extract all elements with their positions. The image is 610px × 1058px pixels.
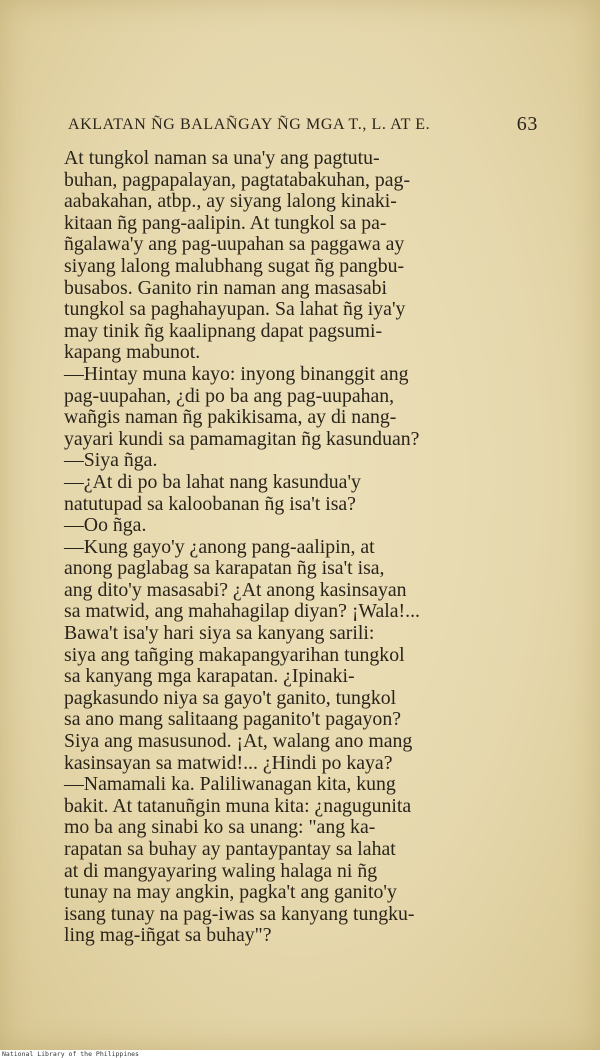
body-text [64, 148, 534, 947]
text-line: bakit. At tatanuñgin muna kita: ¿nagugunita [64, 794, 412, 817]
text-line: yayari kundi sa pamamagitan ñg kasunduan? [64, 427, 420, 450]
text-line: tunay na may angkin, pagka't ang ganito'y [64, 881, 397, 904]
running-title: AKLATAN ÑG BALAÑGAY ÑG MGA T., L. AT E. [68, 116, 431, 133]
text-line: —Oo ñga. [64, 514, 147, 537]
text-line: wañgis naman ñg pakikisama, ay di nang- [64, 406, 397, 429]
text-line: ñgalawa'y ang pag-uupahan sa paggawa ay [64, 233, 405, 256]
scan-credit: National Library of the Philippines [2, 1050, 139, 1058]
text-line: ang dito'y masasabi? ¿At anong kasinsayan [64, 578, 407, 601]
text-line: At tungkol naman sa una'y ang pagtutu- [64, 147, 380, 169]
text-line: pag-uupahan, ¿di po ba ang pag-uupahan, [64, 384, 395, 407]
text-line: —¿At di po ba lahat nang kasundua'y [64, 470, 361, 493]
text-line: siya ang tañging makapangyarihan tungkol [64, 643, 405, 666]
text-line: aabakahan, atbp., ay siyang lalong kinaki- [64, 190, 397, 213]
text-line: isang tunay na pag-iwas sa kanyang tungku- [64, 902, 415, 925]
text-line: busabos. Ganito rin naman ang masasabi [64, 276, 388, 299]
text-line: —Namamali ka. Paliliwanagan kita, kung [64, 773, 396, 796]
text-line: tungkol sa paghahayupan. Sa lahat ñg iya'y [64, 298, 406, 321]
text-line: pagkasundo niya sa gayo't ganito, tungkol [64, 686, 397, 709]
text-line: natutupad sa kaloobanan ñg isa't isa? [64, 492, 356, 515]
text-line: siyang lalong malubhang sugat ñg pangbu- [64, 254, 405, 277]
page-number: 63 [516, 113, 538, 135]
text-line: rapatan sa buhay ay pantaypantay sa lahat [64, 838, 396, 860]
text-line: —Hintay muna kayo: inyong binanggit ang [64, 362, 409, 385]
text-line: —Kung gayo'y ¿anong pang-aalipin, at [64, 535, 375, 558]
text-line: —Siya ñga. [64, 449, 158, 472]
page-header [68, 113, 538, 135]
text-line: kapang mabunot. [64, 341, 201, 364]
text-line: sa kanyang mga karapatan. ¿Ipinaki- [64, 665, 355, 688]
text-line: may tinik ñg kaalipnang dapat pagsumi- [64, 319, 383, 342]
text-line: ling mag-iñgat sa buhay"? [64, 924, 272, 947]
text-line: anong paglabag sa karapatan ñg isa't isa, [64, 557, 385, 580]
text-line: mo ba ang sinabi ko sa unang: "ang ka- [64, 816, 376, 839]
text-line: sa ano mang salitaang paganito't pagayon? [64, 708, 401, 731]
text-line: Siya ang masusunod. ¡At, walang ano mang [64, 730, 413, 753]
text-line: buhan, pagpapalayan, pagtatabakuhan, pag- [64, 168, 411, 191]
text-line: kitaan ñg pang-aalipin. At tungkol sa pa- [64, 211, 387, 234]
text-line: kasinsayan sa matwid!... ¿Hindi po kaya? [64, 751, 393, 774]
text-line: Bawa't isa'y hari siya sa kanyang sarili: [64, 622, 375, 645]
text-line: at di mangyayaring waling halaga ni ñg [64, 859, 378, 882]
text-line: sa matwid, ang mahahagilap diyan? ¡Wala!... [64, 600, 420, 623]
